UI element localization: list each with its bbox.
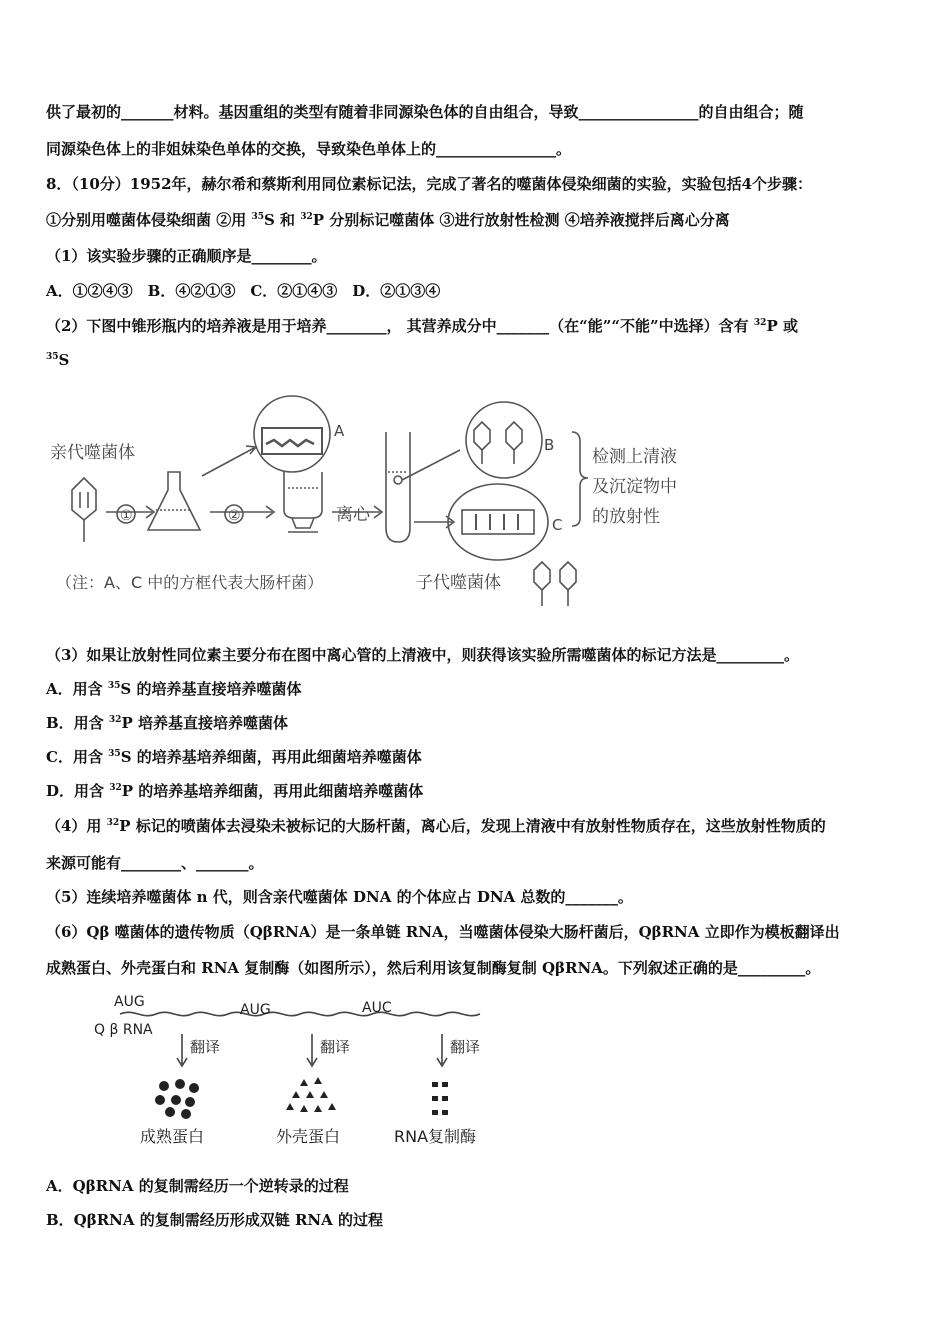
qbeta-translation-figure [90, 990, 520, 1150]
option-3a: A．用含 $^{35}$S 的培养基直接培养噬菌体 [46, 680, 302, 698]
option-6b: B．QβRNA 的复制需经历形成双链 RNA 的过程 [46, 1211, 384, 1229]
question-8-title: 8．（10分）1952年，赫尔希和蔡斯利用同位素标记法，完成了著名的噬菌体侵染细菌的实验，实验包括4个步骤： [46, 175, 813, 193]
option-3d: D．用含 $^{32}$P 的培养基培养细菌，再用此细菌培养噬菌体 [46, 782, 424, 800]
product-label-2: 外壳蛋白 [276, 1127, 341, 1146]
centrifuge-tube-icon [386, 432, 410, 542]
label-a: A [334, 422, 345, 440]
sub-question-6-continued: 成熟蛋白、外壳蛋白和 RNA 复制酶（如图所示），然后利用该复制酶复制 QβRNA。下列叙述正确的是_________。 [46, 959, 821, 977]
parent-phage-label: 亲代噬菌体 [50, 443, 135, 463]
sub-question-5: （5）连续培养噬菌体 n 代，则含亲代噬菌体 DNA 的个体应占 DNA 总数的_______。 [46, 888, 633, 906]
offspring-phage-label: 子代噬菌体 [416, 573, 501, 593]
option-6a: A．QβRNA 的复制需经历一个逆转录的过程 [46, 1177, 349, 1195]
label-c: C [552, 516, 563, 534]
rna-strand [120, 1012, 480, 1015]
translate-label-2: 翻译 [320, 1038, 351, 1056]
sub-question-3: （3）如果让放射性同位素主要分布在图中离心管的上清液中，则获得该实验所需噬菌体的标记方法是_________。 [46, 646, 799, 664]
centrifuge-label: 离心 [336, 505, 370, 525]
sub-question-6: （6）Qβ 噬菌体的遗传物质（QβRNA）是一条单链 RNA，当噬菌体侵染大肠杆菌后，QβRNA 立即作为模板翻译出 [46, 923, 840, 941]
detect-label-1: 检测上清液 [592, 447, 677, 467]
step-2-label: ② [228, 508, 241, 524]
question-8-steps: ①分别用噬菌体侵染细菌 ②用 $^{35}$S 和 $^{32}$P 分别标记噬菌体 ③进行放射性检测 ④培养液搅拌后离心分离 [46, 211, 730, 229]
coat-protein-icon [286, 1077, 336, 1112]
sub-question-4-continued: 来源可能有________、_______。 [46, 854, 264, 872]
mature-protein-icon [155, 1079, 199, 1119]
product-label-3: RNA复制酶 [394, 1127, 477, 1146]
codon-1: AUG [114, 994, 145, 1010]
step-1-label: ① [120, 508, 133, 524]
codon-3: AUC [362, 1000, 392, 1016]
figure-note: （注：A、C 中的方框代表大肠杆菌） [56, 573, 324, 592]
translate-label-1: 翻译 [190, 1038, 221, 1056]
codon-2: AUG [240, 1002, 271, 1018]
product-label-1: 成熟蛋白 [140, 1127, 205, 1146]
beaker-icon [284, 472, 322, 532]
sub-question-1: （1）该实验步骤的正确顺序是________。 [46, 247, 327, 265]
sub-question-4: （4）用 $^{32}$P 标记的喷菌体去浸染未被标记的大肠杆菌，离心后，发现上清液中有放射性物质存在，这些放射性物质的 [46, 817, 826, 835]
flask-icon [148, 472, 200, 530]
translate-label-3: 翻译 [450, 1038, 481, 1056]
option-3b: B．用含 $^{32}$P 培养基直接培养噬菌体 [46, 714, 288, 732]
text-line-2: 同源染色体上的非姐妹染色单体的交换，导致染色单体上的________________。 [46, 140, 572, 158]
qbeta-rna-label: Q β RNA [94, 1022, 153, 1038]
label-b: B [544, 436, 555, 454]
parent-phage-icon [72, 478, 96, 542]
offspring-phage-icon [534, 562, 576, 606]
detect-label-2: 及沉淀物中 [592, 477, 677, 497]
rna-replicase-icon [432, 1082, 448, 1115]
option-3c: C．用含 $^{35}$S 的培养基培养细菌，再用此细菌培养噬菌体 [46, 748, 422, 766]
detect-label-3: 的放射性 [592, 507, 660, 527]
sub-question-1-options: A．①②④③ B．④②①③ C．②①④③ D．②①③④ [46, 282, 441, 300]
sub-question-2: （2）下图中锥形瓶内的培养液是用于培养________， 其营养成分中_______（在“能”“不能”中选择）含有 $^{32}$P 或 [46, 317, 798, 335]
sub-question-2-continued: $^{35}$S [46, 351, 70, 369]
text-line-1: 供了最初的_______材料。基因重组的类型有随着非同源染色体的自由组合，导致________________的自由组合；随 [46, 103, 804, 121]
phage-experiment-figure [44, 392, 724, 612]
